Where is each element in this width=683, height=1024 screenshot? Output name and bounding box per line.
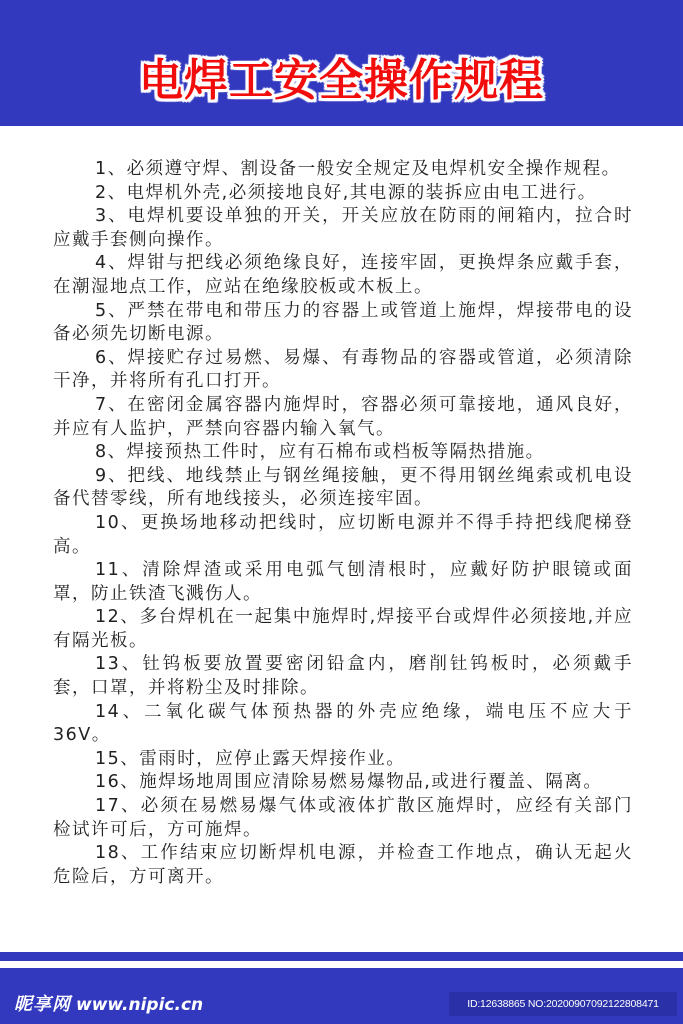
rule-item: 15、雷雨时，应停止露天焊接作业。	[95, 748, 406, 769]
rule-item: 17、必须在易燃易爆气体或液体扩散区施焊时，应经有关部门检试许可后，方可施焊。	[53, 796, 633, 840]
logo-text-cn: 昵享网	[14, 994, 71, 1015]
rule-item: 5、严禁在带电和带压力的容器上或管道上施焊，焊接带电的设备必须先切断电源。	[53, 300, 633, 345]
rule-item: 2、电焊机外壳,必须接地良好,其电源的装拆应由电工进行。	[95, 182, 597, 203]
rule-item: 6、焊接贮存过易燃、易爆、有毒物品的容器或管道，必须清除干净，并将所有孔口打开。	[53, 347, 633, 392]
watermark-logo	[14, 994, 203, 1016]
rule-item: 1、必须遵守焊、割设备一般安全规定及电焊机安全操作规程。	[95, 159, 621, 179]
footer-stripe	[0, 952, 683, 961]
rule-item: 12、多台焊机在一起集中施焊时,焊接平台或焊件必须接地,并应有隔光板。	[53, 607, 633, 651]
logo-url: www.nipic.cn	[76, 995, 204, 1015]
rules-list	[53, 158, 633, 889]
rule-item: 8、焊接预热工件时，应有石棉布或档板等隔热措施。	[95, 442, 545, 463]
rule-item: 13、钍钨板要放置要密闭铅盒内，磨削钍钨板时，必须戴手套，口罩，并将粉尘及时排除。	[53, 654, 633, 699]
rule-item: 14、二氧化碳气体预热器的外壳应绝缘，端电压不应大于36V。	[53, 701, 633, 746]
rule-item: 7、在密闭金属容器内施焊时，容器必须可靠接地，通风良好，并应有人监护，严禁向容器内输入氧气。	[53, 394, 633, 439]
rule-item: 10、更换场地移动把线时，应切断电源并不得手持把线爬梯登高。	[53, 512, 633, 557]
rule-item: 9、把线、地线禁止与钢丝绳接触，更不得用钢丝绳索或机电设备代替零线，所有地线接头，必须连接牢固。	[53, 465, 633, 510]
rule-item: 18、工作结束应切断焊机电源，并检查工作地点，确认无起火危险后，方可离开。	[53, 843, 633, 887]
page-title: 电焊工安全操作规程	[139, 55, 544, 106]
rule-item: 11、清除焊渣或采用电弧气刨清根时，应戴好防护眼镜或面罩，防止铁渣飞溅伤人。	[53, 560, 633, 604]
header-banner	[0, 0, 683, 126]
rule-item: 16、施焊场地周围应清除易燃易爆物品,或进行覆盖、隔离。	[95, 772, 603, 793]
image-id-label: ID:12638865 NO:20200907092122808471	[449, 992, 677, 1016]
rule-item: 4、焊钳与把线必须绝缘良好，连接牢固，更换焊条应戴手套，在潮湿地点工作，应站在绝缘胶板或木板上。	[53, 253, 633, 297]
rule-item: 3、电焊机要设单独的开关，开关应放在防雨的闸箱内，拉合时应戴手套侧向操作。	[53, 206, 633, 250]
